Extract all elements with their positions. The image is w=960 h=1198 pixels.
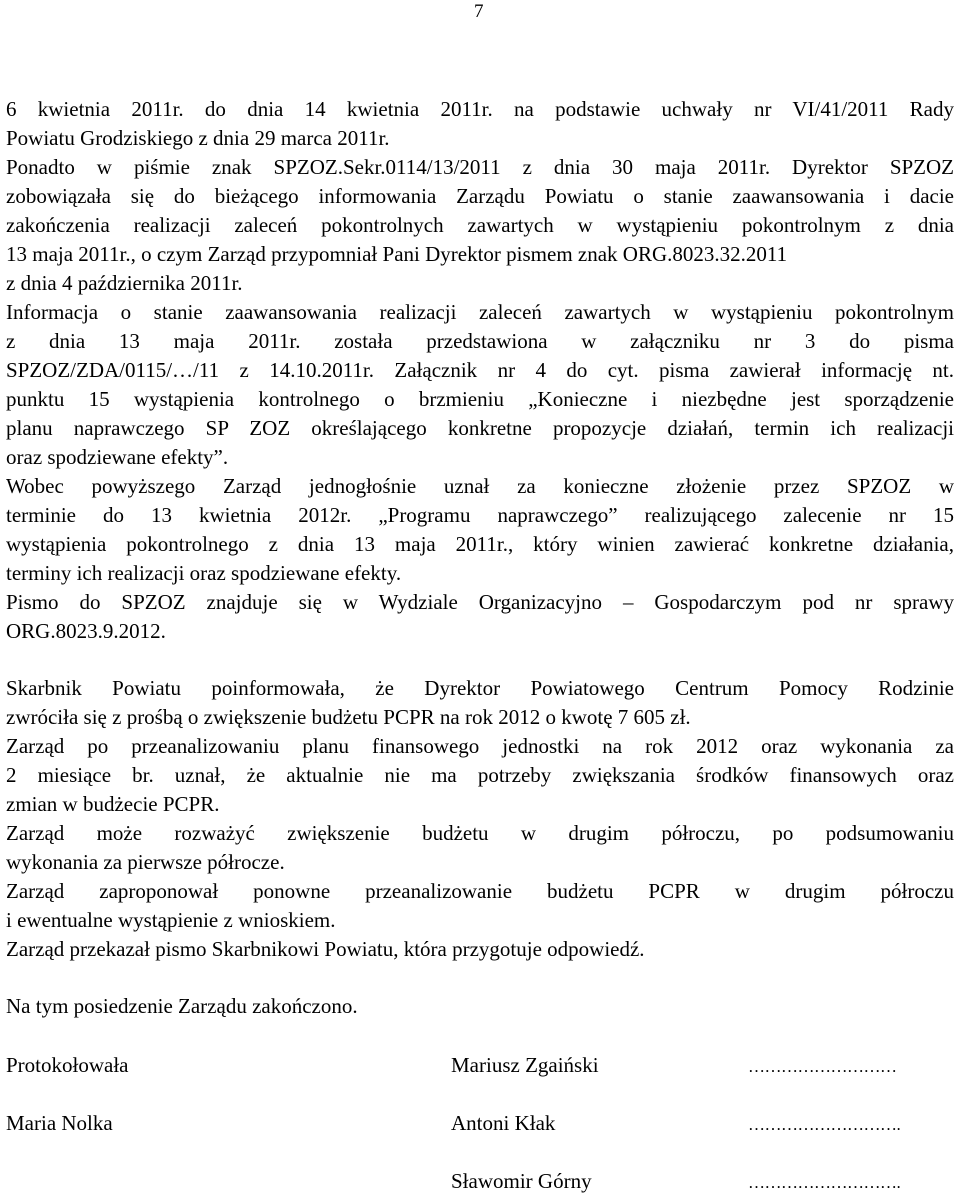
paragraph-line: Wobec powyższego Zarząd jednogłośnie uznał za konieczne złożenie przez SPZOZ w	[6, 474, 954, 498]
paragraph-line: planu naprawczego SP ZOZ określającego konkretne propozycje działań, termin ich realizacji	[6, 416, 954, 440]
paragraph-line: zakończenia realizacji zaleceń pokontrolnych zawartych w wystąpieniu pokontrolnym z dnia	[6, 213, 954, 237]
paragraph-line: oraz spodziewane efekty”.	[6, 445, 229, 469]
paragraph-line: Zarząd zaproponował ponowne przeanalizowanie budżetu PCPR w drugim półroczu	[6, 879, 954, 903]
paragraph-line: 13 maja 2011r., o czym Zarząd przypomniał Pani Dyrektor pismem znak ORG.8023.32.2011	[6, 242, 788, 266]
paragraph-line: 2 miesiące br. uznał, że aktualnie nie ma potrzeby zwiększania środków finansowych oraz	[6, 763, 954, 787]
paragraph-line: ORG.8023.9.2012.	[6, 619, 166, 643]
paragraph-line: terminy ich realizacji oraz spodziewane efekty.	[6, 561, 402, 585]
closing-line: Na tym posiedzenie Zarządu zakończono.	[6, 994, 358, 1018]
paragraph-line: z dnia 4 października 2011r.	[6, 271, 243, 295]
signature-line: ……………………….	[748, 1115, 901, 1134]
signatory-name: Mariusz Zgaiński	[451, 1053, 599, 1077]
paragraph-line: Pismo do SPZOZ znajduje się w Wydziale Organizacyjno – Gospodarczym pod nr sprawy	[6, 590, 954, 614]
paragraph-line: wystąpienia pokontrolnego z dnia 13 maja 2011r., który winien zawierać konkretne działania,	[6, 532, 954, 556]
paragraph-line: zmian w budżecie PCPR.	[6, 792, 220, 816]
paragraph-line: zobowiązała się do bieżącego informowania Zarządu Powiatu o stanie zaawansowania i dacie	[6, 184, 954, 208]
page-number: 7	[474, 1, 484, 22]
paragraph-line: z dnia 13 maja 2011r. została przedstawiona w załączniku nr 3 do pisma	[6, 329, 954, 353]
signature-line: ………………………	[748, 1057, 897, 1076]
signature-line: ……………………….	[748, 1173, 901, 1192]
paragraph-line: Skarbnik Powiatu poinformowała, że Dyrektor Powiatowego Centrum Pomocy Rodzinie	[6, 676, 954, 700]
paragraph-line: Zarząd może rozważyć zwiększenie budżetu w drugim półroczu, po podsumowaniu	[6, 821, 954, 845]
paragraph-line: Powiatu Grodziskiego z dnia 29 marca 2011r.	[6, 126, 390, 150]
paragraph-line: SPZOZ/ZDA/0115/…/11 z 14.10.2011r. Załącznik nr 4 do cyt. pisma zawierał informację nt.	[6, 358, 954, 382]
paragraph-line: wykonania za pierwsze półrocze.	[6, 850, 285, 874]
paragraph-line: punktu 15 wystąpienia kontrolnego o brzmieniu „Konieczne i niezbędne jest sporządzenie	[6, 387, 954, 411]
recorder-name: Maria Nolka	[6, 1111, 113, 1135]
paragraph-line: Zarząd po przeanalizowaniu planu finansowego jednostki na rok 2012 oraz wykonania za	[6, 734, 954, 758]
recorder-label: Protokołowała	[6, 1053, 129, 1077]
signatory-name: Antoni Kłak	[451, 1111, 556, 1135]
paragraph-line: terminie do 13 kwietnia 2012r. „Programu naprawczego” realizującego zalecenie nr 15	[6, 503, 954, 527]
paragraph-line: Ponadto w piśmie znak SPZOZ.Sekr.0114/13/2011 z dnia 30 maja 2011r. Dyrektor SPZOZ	[6, 155, 954, 179]
paragraph-line: Zarząd przekazał pismo Skarbnikowi Powiatu, która przygotuje odpowiedź.	[6, 937, 645, 961]
paragraph-line: i ewentualne wystąpienie z wnioskiem.	[6, 908, 336, 932]
paragraph-line: zwróciła się z prośbą o zwiększenie budżetu PCPR na rok 2012 o kwotę 7 605 zł.	[6, 705, 691, 729]
paragraph-line: Informacja o stanie zaawansowania realizacji zaleceń zawartych w wystąpieniu pokontrolnym	[6, 300, 954, 324]
paragraph-line: 6 kwietnia 2011r. do dnia 14 kwietnia 2011r. na podstawie uchwały nr VI/41/2011 Rady	[6, 97, 954, 121]
signatory-name: Sławomir Górny	[451, 1169, 592, 1193]
